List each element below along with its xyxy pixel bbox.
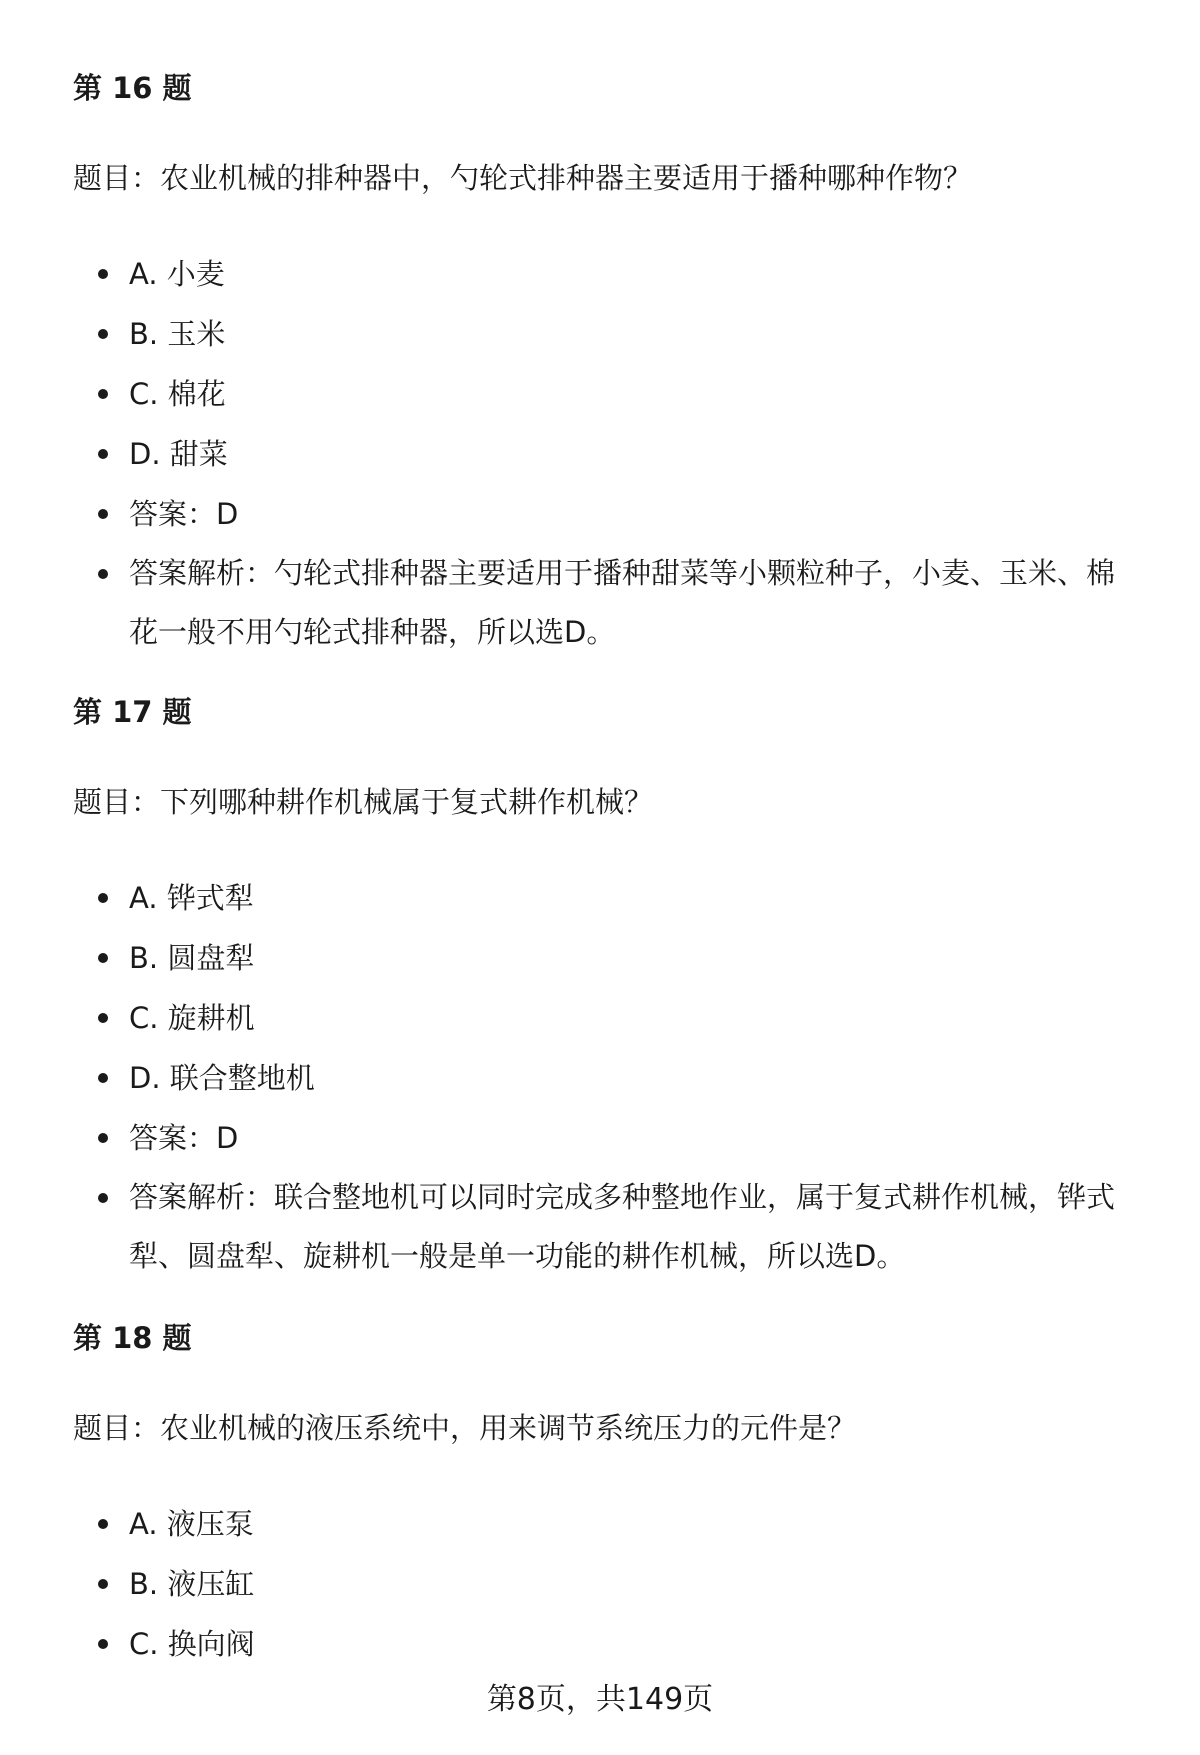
question-stem: 题目：农业机械的排种器中，勺轮式排种器主要适用于播种哪种作物？ <box>73 161 973 195</box>
option-text: A. 液压泵 <box>129 1507 254 1541</box>
bullet-icon <box>98 953 108 963</box>
option-b <box>73 1554 1143 1614</box>
bullet-icon <box>98 1133 108 1143</box>
bullet-icon <box>98 389 108 399</box>
bullet-icon <box>98 449 108 459</box>
bullet-icon <box>98 1193 108 1203</box>
bullet-icon <box>98 1639 108 1649</box>
option-a <box>73 1494 1143 1554</box>
option-list <box>73 1494 1143 1674</box>
bullet-icon <box>98 569 108 579</box>
option-b <box>73 304 1143 364</box>
question-17 <box>73 688 1143 1273</box>
bullet-icon <box>98 893 108 903</box>
bullet-icon <box>98 1579 108 1589</box>
option-list <box>73 868 1143 1286</box>
answer <box>73 484 1143 544</box>
option-d <box>73 424 1143 484</box>
question-stem: 题目：下列哪种耕作机械属于复式耕作机械？ <box>73 785 654 819</box>
explanation-text: 答案解析：联合整地机可以同时完成多种整地作业，属于复式耕作机械，铧式犁、圆盘犁、旋耕机一般是单一功能的耕作机械，所以选D。 <box>129 1180 1116 1273</box>
explanation-text: 答案解析：勺轮式排种器主要适用于播种甜菜等小颗粒种子，小麦、玉米、棉花一般不用勺轮式排种器，所以选D。 <box>129 556 1116 649</box>
option-text: A. 铧式犁 <box>129 881 254 915</box>
question-heading: 第 16 题 <box>73 71 192 105</box>
option-text: D. 联合整地机 <box>129 1061 315 1095</box>
option-text: C. 换向阀 <box>129 1627 255 1661</box>
question-18 <box>73 1314 1143 1661</box>
bullet-icon <box>98 269 108 279</box>
option-a <box>73 868 1143 928</box>
option-d <box>73 1048 1143 1108</box>
bullet-icon <box>98 1073 108 1083</box>
question-heading: 第 17 题 <box>73 695 192 729</box>
option-text: B. 玉米 <box>129 317 226 351</box>
explanation <box>73 1168 1143 1286</box>
bullet-icon <box>98 1013 108 1023</box>
option-a <box>73 244 1143 304</box>
answer <box>73 1108 1143 1168</box>
question-16 <box>73 64 1143 649</box>
option-text: C. 旋耕机 <box>129 1001 255 1035</box>
option-text: B. 圆盘犁 <box>129 941 255 975</box>
option-text: D. 甜菜 <box>129 437 228 471</box>
option-text: B. 液压缸 <box>129 1567 255 1601</box>
page-footer: 第8页，共149页 <box>486 1682 714 1717</box>
option-c <box>73 988 1143 1048</box>
option-c <box>73 1614 1143 1674</box>
question-stem: 题目：农业机械的液压系统中，用来调节系统压力的元件是？ <box>73 1411 857 1445</box>
bullet-icon <box>98 509 108 519</box>
option-b <box>73 928 1143 988</box>
option-c <box>73 364 1143 424</box>
option-text: C. 棉花 <box>129 377 226 411</box>
explanation <box>73 544 1143 662</box>
bullet-icon <box>98 1519 108 1529</box>
question-heading: 第 18 题 <box>73 1321 192 1355</box>
option-list <box>73 244 1143 662</box>
option-text: A. 小麦 <box>129 257 225 291</box>
bullet-icon <box>98 329 108 339</box>
answer-text: 答案：D <box>129 497 239 531</box>
answer-text: 答案：D <box>129 1121 239 1155</box>
